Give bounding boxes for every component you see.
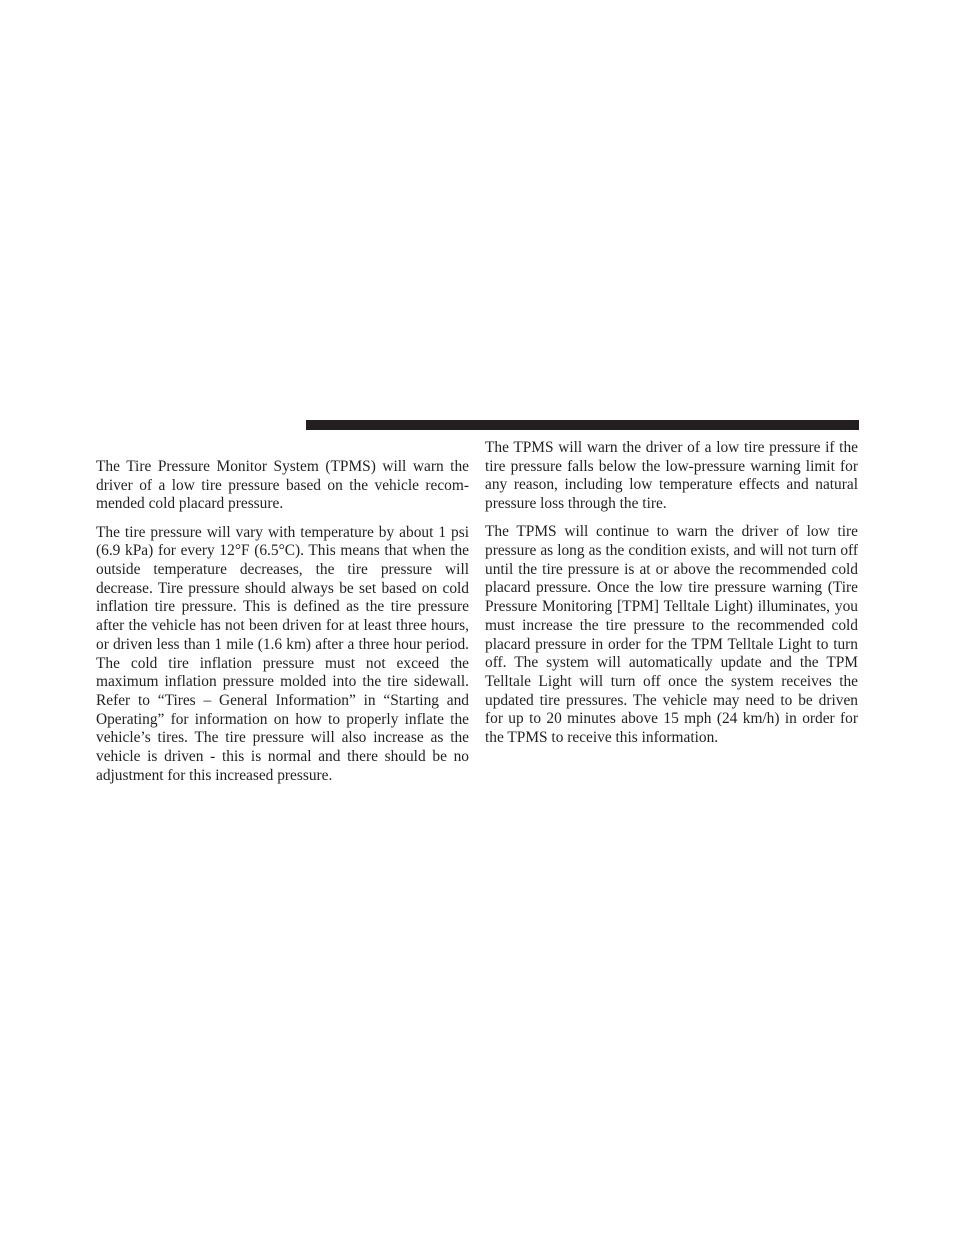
paragraph: The Tire Pressure Monitor System (TPMS) will warn the driver of a low tire pressure based on the vehicle recommended cold placard pressure. bbox=[96, 458, 469, 513]
section-rule bbox=[306, 420, 859, 430]
left-column bbox=[96, 458, 469, 795]
right-column bbox=[485, 439, 858, 757]
paragraph: The tire pressure will vary with temperature by about 1 psi (6.9 kPa) for every 12°F (6.5°C). This means that when the outside temperature decreases, the tire pressure will decrease. Tire pressure should always be set based on cold inflation tire pressure. This is defined as the tire pressure after the vehicle has not been driven for at least three hours, or driven less than 1 mile (1.6 km) after a three hour period. The cold tire inflation pressure must not exceed the maximum inflation pressure molded into the tire sidewall. Refer to “Tires – General Information” in “Starting and Operating” for information on how to properly inflate the vehicle’s tires. The tire pressure will also increase as the vehicle is driven - this is normal and there should be no adjustment for this increased pressure. bbox=[96, 523, 469, 784]
paragraph: The TPMS will continue to warn the driver of low tire pressure as long as the condition exists, and will not turn off until the tire pressure is at or above the recommended cold placard pressure. Once the low tire pressure warning (Tire Pressure Monitoring [TPM] Telltale Light) illuminates, you must increase the tire pressure to the recommended cold placard pressure in order for the TPM Telltale Light to turn off. The system will automatically update and the TPM Telltale Light will turn off once the system receives the updated tire pressures. The vehicle may need to be driven for up to 20 minutes above 15 mph (24 km/h) in order for the TPMS to receive this information. bbox=[485, 523, 858, 747]
paragraph: The TPMS will warn the driver of a low tire pressure if the tire pressure falls below the low-pressure warning limit for any reason, including low temperature effects and natural pressure loss through the tire. bbox=[485, 439, 858, 513]
